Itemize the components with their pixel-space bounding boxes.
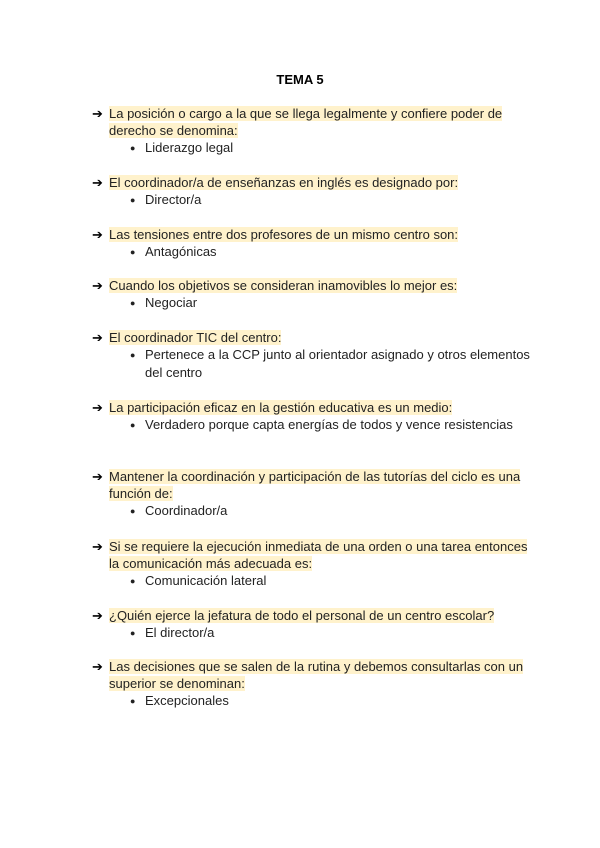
question-text: Si se requiere la ejecución inmediata de una orden o una tarea entonces la comunicación más adecuada es: [109, 539, 528, 571]
qa-item-8 [92, 538, 532, 590]
question-row [92, 468, 532, 502]
question-row [92, 399, 532, 416]
qa-item-6 [92, 399, 532, 434]
bullet-icon: ● [130, 506, 136, 516]
answer-text: Negociar [145, 295, 198, 310]
qa-item-7 [92, 468, 532, 520]
question-row [92, 226, 532, 243]
answer-text: Coordinador/a [145, 503, 228, 518]
arrow-icon: ➔ [92, 469, 103, 484]
answer-row [130, 294, 532, 312]
question-row [92, 658, 532, 692]
answer-row [130, 346, 532, 382]
answer-row [130, 624, 532, 642]
arrow-icon: ➔ [92, 227, 103, 242]
answer-row [130, 243, 532, 261]
arrow-icon: ➔ [92, 539, 103, 554]
qa-item-1 [92, 105, 532, 157]
arrow-icon: ➔ [92, 330, 103, 345]
qa-item-9 [92, 607, 532, 642]
arrow-icon: ➔ [92, 106, 103, 121]
question-row [92, 105, 532, 139]
answer-row [130, 191, 532, 209]
qa-item-4 [92, 277, 532, 312]
qa-item-2 [92, 174, 532, 209]
question-text: La participación eficaz en la gestión educativa es un medio: [109, 400, 453, 415]
qa-item-3 [92, 226, 532, 261]
question-row [92, 607, 532, 624]
bullet-icon: ● [130, 298, 136, 308]
question-text: Cuando los objetivos se consideran inamovibles lo mejor es: [109, 278, 458, 293]
answer-row [130, 502, 532, 520]
question-row [92, 174, 532, 191]
question-text: ¿Quién ejerce la jefatura de todo el personal de un centro escolar? [109, 608, 495, 623]
answer-text: Excepcionales [145, 693, 229, 708]
question-row [92, 538, 532, 572]
question-text: El coordinador TIC del centro: [109, 330, 282, 345]
bullet-icon: ● [130, 247, 136, 257]
bullet-icon: ● [130, 195, 136, 205]
answer-text: Antagónicas [145, 244, 217, 259]
answer-text: El director/a [145, 625, 215, 640]
answer-row [130, 692, 532, 710]
bullet-icon: ● [130, 420, 136, 430]
arrow-icon: ➔ [92, 175, 103, 190]
answer-row [130, 416, 532, 434]
answer-row [130, 139, 532, 157]
question-row [92, 329, 532, 346]
answer-text: Director/a [145, 192, 202, 207]
qa-item-5 [92, 329, 532, 382]
bullet-icon: ● [130, 350, 136, 360]
arrow-icon: ➔ [92, 400, 103, 415]
question-text: Mantener la coordinación y participación de las tutorías del ciclo es una función de: [109, 469, 521, 501]
question-row [92, 277, 532, 294]
question-text: El coordinador/a de enseñanzas en inglés es designado por: [109, 175, 459, 190]
arrow-icon: ➔ [92, 608, 103, 623]
answer-row [130, 572, 532, 590]
answer-text: Verdadero porque capta energías de todos y vence resistencias [145, 417, 513, 432]
question-text: La posición o cargo a la que se llega legalmente y confiere poder de derecho se denomina: [109, 106, 503, 138]
answer-text: Liderazgo legal [145, 140, 234, 155]
answer-text: Comunicación lateral [145, 573, 267, 588]
qa-item-10 [92, 658, 532, 710]
bullet-icon: ● [130, 628, 136, 638]
arrow-icon: ➔ [92, 278, 103, 293]
answer-text: Pertenece a la CCP junto al orientador asignado y otros elementos del centro [145, 347, 530, 380]
question-text: Las decisiones que se salen de la rutina y debemos consultarlas con un superior se denominan: [109, 659, 524, 691]
bullet-icon: ● [130, 696, 136, 706]
bullet-icon: ● [130, 576, 136, 586]
arrow-icon: ➔ [92, 659, 103, 674]
question-text: Las tensiones entre dos profesores de un mismo centro son: [109, 227, 459, 242]
bullet-icon: ● [130, 143, 136, 153]
page-title: TEMA 5 [276, 72, 324, 87]
